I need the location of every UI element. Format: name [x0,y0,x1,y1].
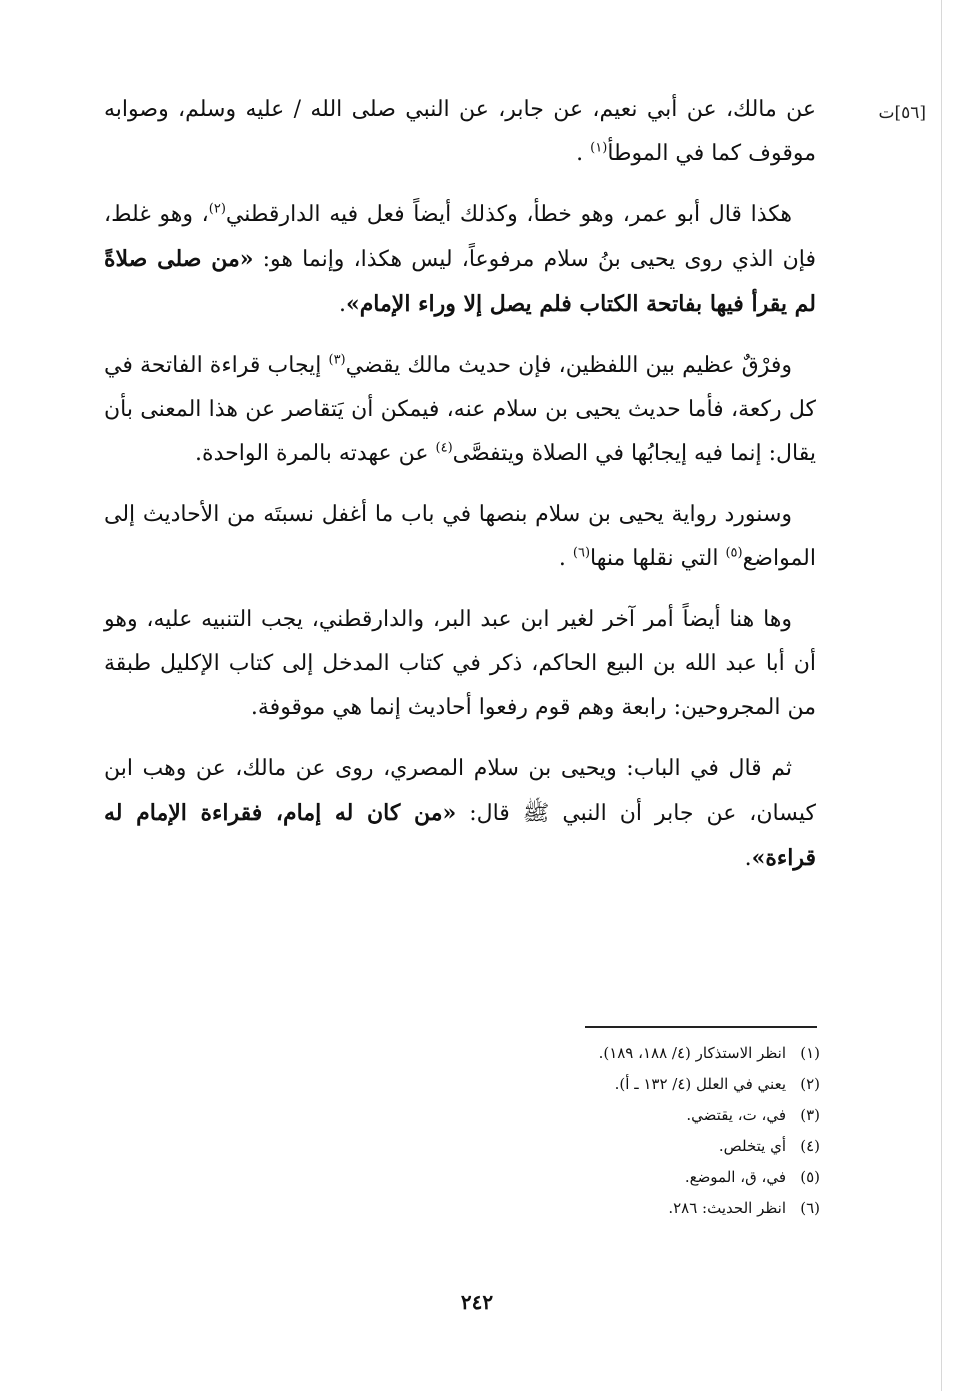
footnote-number: (١) [800,1044,820,1062]
footnote-item [420,1162,820,1193]
footnote-item [420,1069,820,1100]
page-number: ٢٤٢ [460,1290,494,1314]
footnote-item [420,1131,820,1162]
footnote-text: انظر الحديث: ٢٨٦. [668,1199,786,1217]
footnote-text: يعني في العلل (٤/ ١٣٢ ـ أ). [614,1075,786,1093]
footnote-text: انظر الاستذكار (٤/ ١٨٨، ١٨٩). [598,1044,786,1062]
paragraph [104,598,816,730]
paragraph [104,88,816,176]
footnote-number: (٢) [800,1075,820,1093]
footnote-text: في، ق، الموضع. [684,1168,786,1186]
paragraph [104,344,816,476]
footnote-number: (٣) [800,1106,820,1124]
footnote-marker: (٦) [572,545,591,561]
text-run: إيجاب قراءة الفاتحة في كل ركعة، فأما حديث يحيى بن سلام عنه، فيمكن أن يَتقاصر عن هذا المعنى بأن يقال: إنما فيه إيجابُها في الصلاة ويتفصَّى [104,353,816,466]
page-edge-line [941,0,942,1391]
text-run: عن مالك، عن أبي نعيم، عن جابر، عن النبي صلى الله / عليه وسلم، وصوابه موقوف كما في الموطأ [104,97,817,166]
text-run: . [338,292,346,317]
hadith-quote: «من كان له إمام، فقراءة الإمام له قراءة» [104,800,816,871]
text-run: وفرْقٌ عظيم بين اللفظين، فإن حديث مالك يقضي [345,353,792,378]
text-run: . [558,546,573,571]
footnote-separator [585,1026,817,1028]
footnote-text: أي يتخلص. [718,1137,786,1155]
footnote-number: (٦) [800,1199,820,1217]
paragraph [104,493,816,581]
paragraph [104,193,816,327]
footnote-number: (٤) [800,1137,820,1155]
main-text [104,88,816,898]
footnote-item [420,1038,820,1069]
text-run: . [744,846,752,871]
footnote-text: في، ت، يقتضي. [686,1106,786,1124]
footnote-item [420,1100,820,1131]
footnote-marker: (٤) [435,440,453,456]
footnote-number: (٥) [800,1168,820,1186]
text-run: عن عهدته بالمرة الواحدة. [195,441,436,466]
hadith-quote: «من صلى صلاةً لم يقرأ فيها بفاتحة الكتاب فلم يصل إلا وراء الإمام» [104,246,816,317]
text-run: . [576,141,591,166]
margin-manuscript-ref: [٥٦]ت [878,103,926,123]
text-run: ، وهو غلط، فإن الذي روى يحيى بنُ سلام مرفوعاً، ليس هكذا، وإنما هو: [104,202,817,272]
paragraph [104,747,816,881]
footnote-marker: (٣) [328,352,346,368]
footnote-marker: (٥) [725,545,743,561]
text-run: وها هنا أيضاً أمر آخر لغير ابن عبد البر، والدارقطني، يجب التنبيه عليه، وهو أن أبا عبد الله بن البيع الحاكم، ذكر في كتاب المدخل إلى كتاب الإكليل طبقة من المجروحين: رابعة وهم قوم رفعوا أحاديث إنما هي موقوفة. [104,607,816,720]
text-run: التي نقلها منها [590,546,726,571]
footnote-marker: (١) [590,140,608,156]
text-run: هكذا قال أبو عمر، وهو خطأ، وكذلك أيضاً فعل فيه الدارقطني [225,202,793,227]
text-run: وسنورد رواية يحيى بن سلام بنصها في باب ما أغفل نسبتَه من الأحاديث إلى المواضع [104,502,816,571]
text-run: ثم قال في الباب: ويحيى بن سلام المصري، روى عن مالك، عن وهب ابن كيسان، عن جابر أن النبي ﷺ قال: [104,756,816,826]
footnote-marker: (٢) [208,201,226,217]
footnotes [420,1038,820,1224]
footnote-item [420,1193,820,1224]
